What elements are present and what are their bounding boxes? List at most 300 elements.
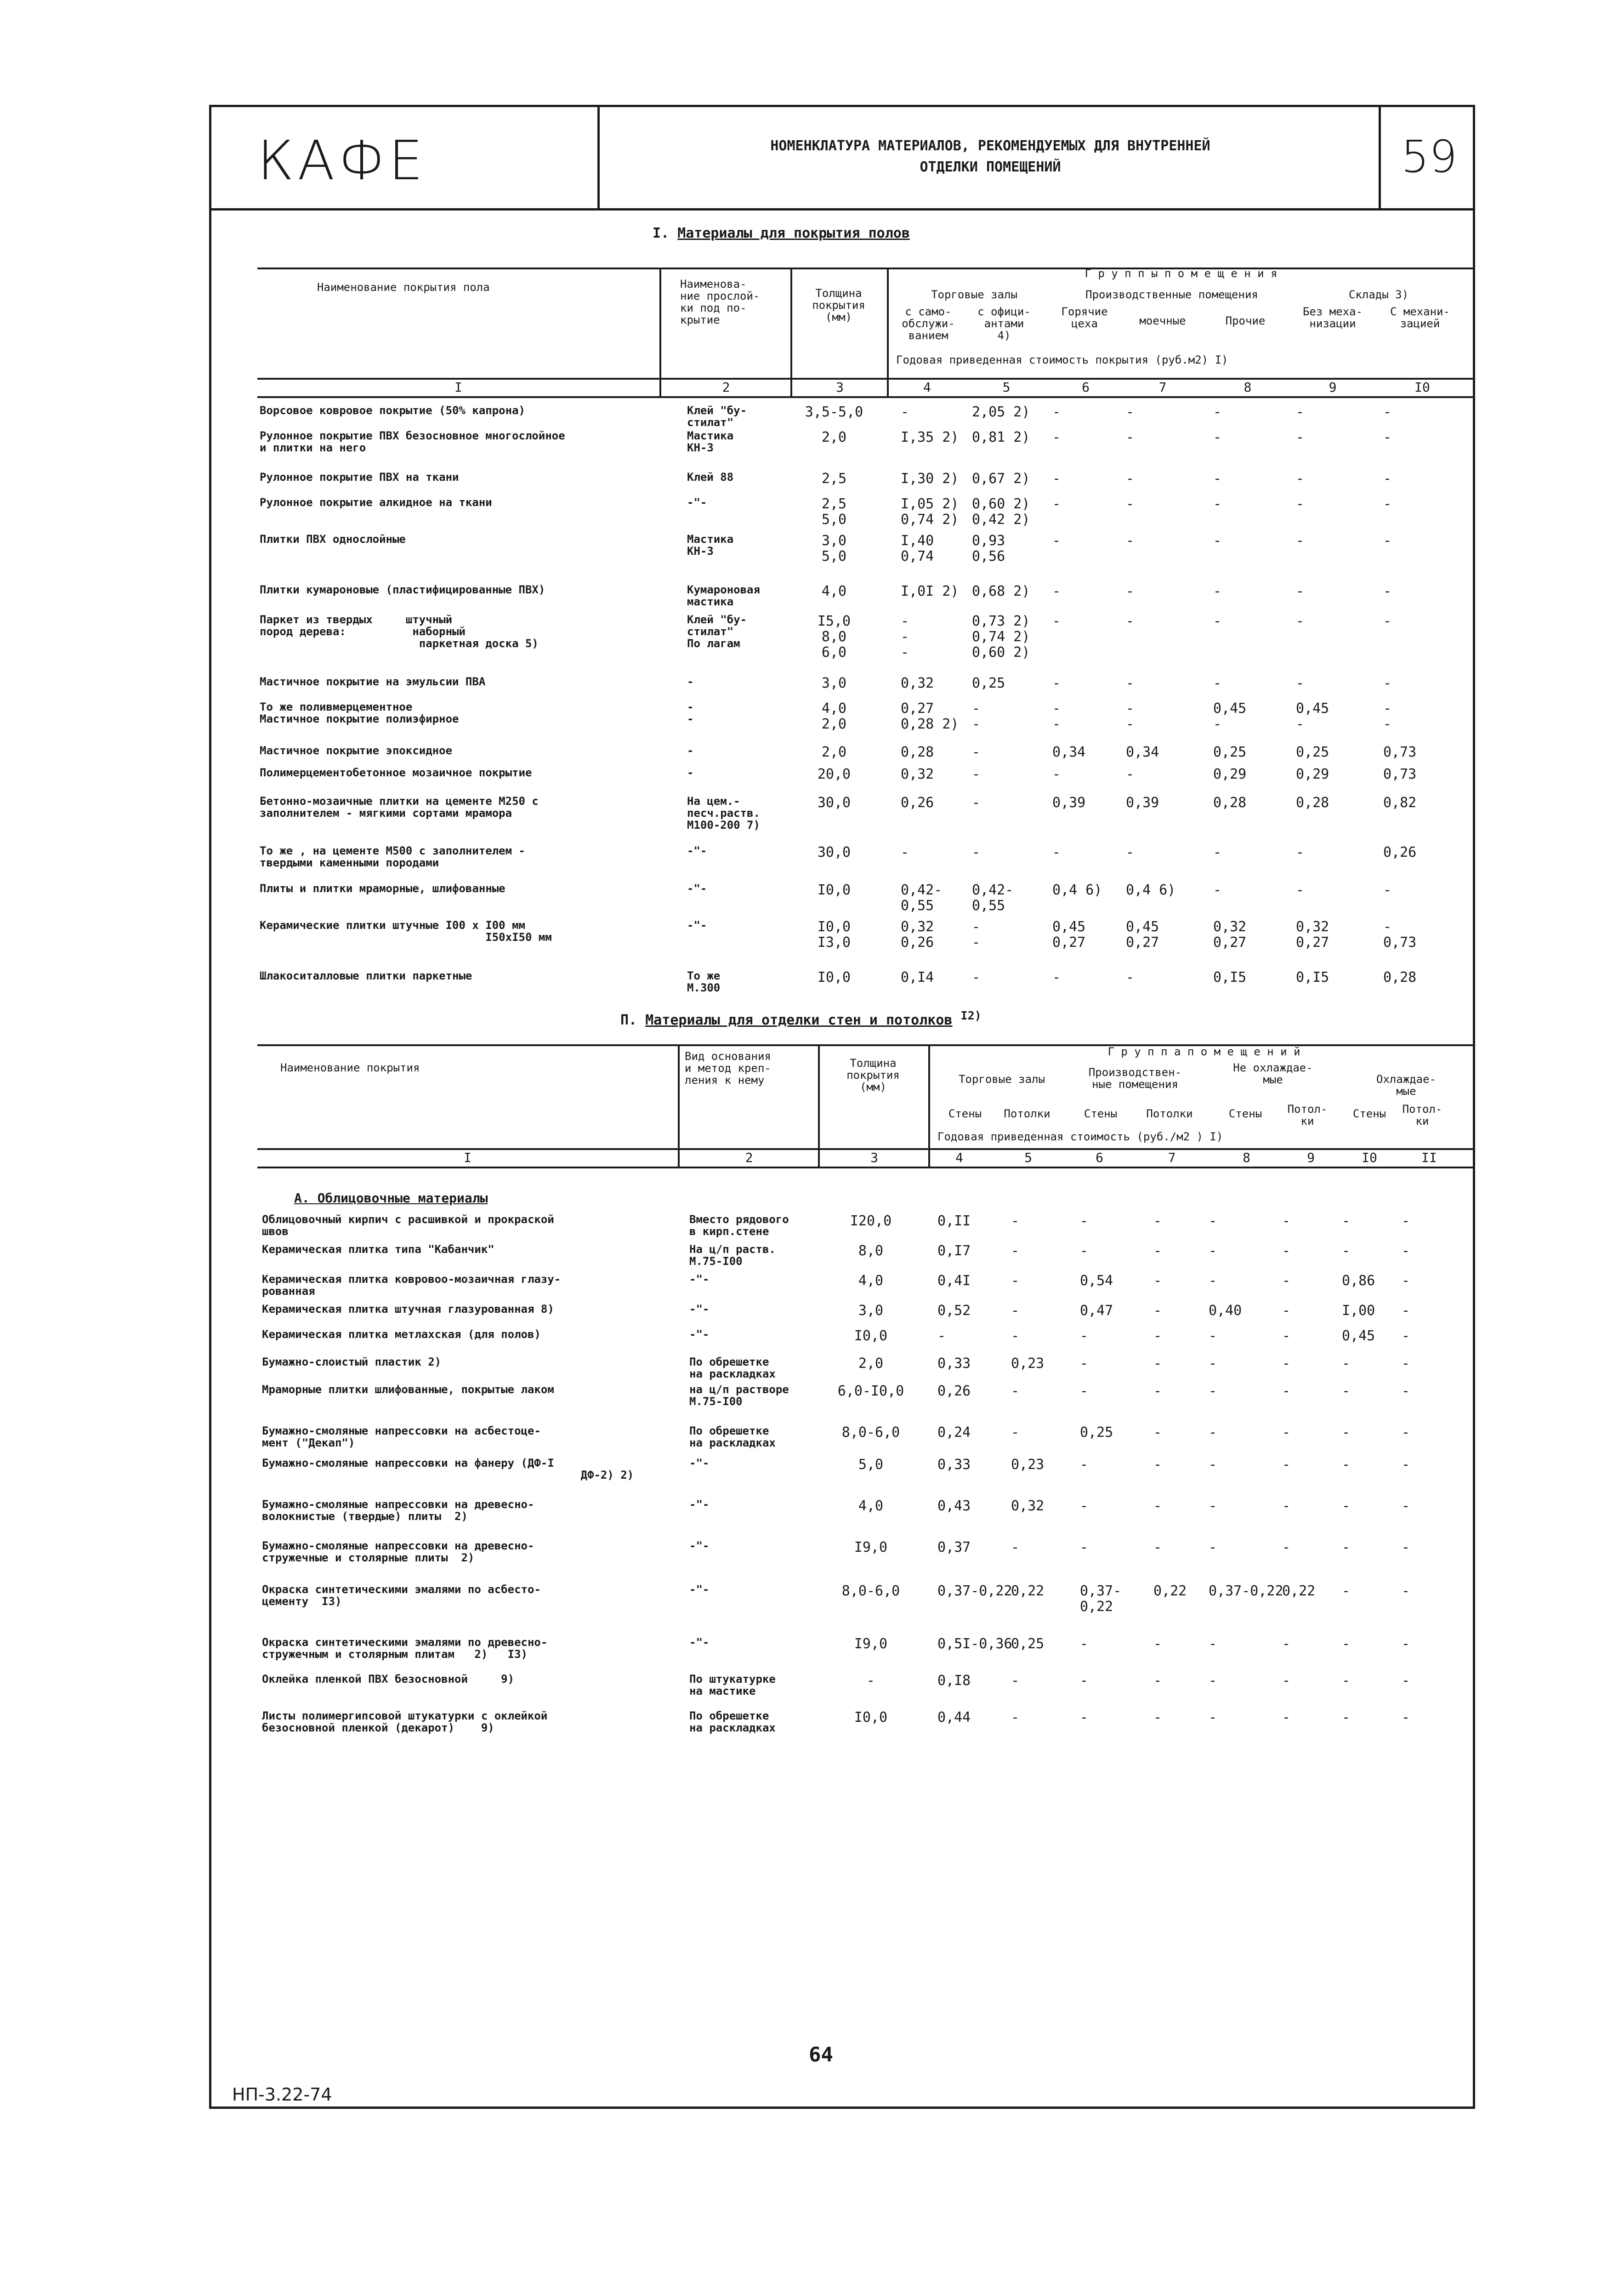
row-value: - bbox=[1209, 1243, 1217, 1259]
row-value: 0,42- 0,55 bbox=[972, 882, 1014, 914]
row-value: - 0,73 bbox=[1383, 919, 1417, 951]
row-value: 0,34 bbox=[1052, 744, 1086, 760]
row-value: - bbox=[1383, 675, 1392, 691]
row-value: - bbox=[1296, 613, 1305, 629]
row-value: 0,52 bbox=[937, 1303, 971, 1319]
section-note: I2) bbox=[960, 1009, 982, 1022]
row-value: 0,II bbox=[937, 1213, 971, 1229]
row-thickness: 8,0-6,0 bbox=[841, 1424, 900, 1441]
row-value: 0,I7 bbox=[937, 1243, 971, 1259]
row-value: 0,45 0,27 bbox=[1126, 919, 1159, 951]
row-value: - bbox=[1282, 1383, 1291, 1399]
row-value: - - - bbox=[901, 613, 909, 661]
row-value: 0,25 bbox=[1080, 1424, 1113, 1441]
row-value: - bbox=[1209, 1355, 1217, 1372]
col-header-ceilings: Потолки bbox=[1146, 1107, 1193, 1120]
row-value: - bbox=[1296, 675, 1305, 691]
column-number: 6 bbox=[1096, 1150, 1103, 1165]
col-header-production: Производственные помещения bbox=[1085, 288, 1258, 301]
row-thickness: 3,0 5,0 bbox=[821, 533, 847, 564]
row-value: 0,81 2) bbox=[972, 429, 1030, 445]
row-value: 0,68 2) bbox=[972, 583, 1030, 599]
row-value: - bbox=[1402, 1328, 1410, 1344]
column-number: 8 bbox=[1244, 380, 1252, 395]
row-value: 0,22 bbox=[1011, 1583, 1045, 1599]
column-number: 4 bbox=[955, 1150, 963, 1165]
col-header-name: Наименование покрытия bbox=[280, 1061, 420, 1074]
row-value: 0,73 bbox=[1383, 766, 1417, 782]
row-value: - bbox=[1296, 404, 1305, 420]
column-number: I bbox=[454, 380, 462, 395]
row-value: - bbox=[1153, 1424, 1162, 1441]
row-value: 0,93 0,56 bbox=[972, 533, 1005, 564]
row-value: I,00 bbox=[1342, 1303, 1375, 1319]
row-interlayer: -"- bbox=[687, 919, 707, 932]
row-value: - bbox=[1383, 533, 1392, 549]
section-name: Материалы для отделки стен и потолков bbox=[645, 1012, 953, 1028]
col-header-walls: Стены bbox=[1228, 1107, 1262, 1120]
row-value: 0,32 0,27 bbox=[1296, 919, 1329, 951]
row-value: 0,45 bbox=[1342, 1328, 1375, 1344]
row-thickness: I0,0 I3,0 bbox=[817, 919, 851, 951]
page-number: 64 bbox=[809, 2043, 833, 2067]
row-interlayer: -"- bbox=[687, 496, 707, 509]
row-value: - bbox=[1126, 766, 1135, 782]
row-name: Ворсовое ковровое покрытие (50% капрона) bbox=[260, 404, 525, 417]
row-value: - bbox=[1383, 496, 1392, 512]
row-thickness: 30,0 bbox=[817, 795, 851, 811]
row-name: Бумажно-смоляные напрессовки на древесно- стружечные и столярные плиты 2) bbox=[262, 1539, 534, 1564]
row-thickness: 8,0 bbox=[858, 1243, 884, 1259]
row-value: - bbox=[1080, 1243, 1089, 1259]
row-value: - bbox=[1209, 1498, 1217, 1514]
row-name: Окраска синтетическими эмалями по асбесто- цементу I3) bbox=[262, 1583, 541, 1608]
col-header-trade-self: с само- обслужи- ванием bbox=[902, 305, 955, 342]
row-value: - bbox=[1282, 1539, 1291, 1555]
row-value: - bbox=[1402, 1355, 1410, 1372]
row-value: 0,33 bbox=[937, 1457, 971, 1473]
col-header-washing: моечные bbox=[1139, 314, 1186, 327]
row-thickness: 2,5 bbox=[821, 471, 847, 487]
row-thickness: 3,0 bbox=[858, 1303, 884, 1319]
row-interlayer: Клей 88 bbox=[687, 471, 734, 484]
row-value: 0,29 bbox=[1213, 766, 1247, 782]
table-rule bbox=[257, 1167, 1475, 1168]
row-value: - bbox=[1342, 1383, 1351, 1399]
row-value: - bbox=[1342, 1243, 1351, 1259]
row-value: - bbox=[1402, 1583, 1410, 1599]
row-value: 0,27 0,28 2) bbox=[901, 700, 959, 732]
row-interlayer: Клей "бу- стилат" bbox=[687, 404, 747, 429]
row-value: 0,29 bbox=[1296, 766, 1329, 782]
row-value: - bbox=[1011, 1673, 1020, 1689]
row-value: - bbox=[1011, 1303, 1020, 1319]
row-thickness: 8,0-6,0 bbox=[841, 1583, 900, 1599]
row-base: -"- bbox=[689, 1539, 710, 1552]
row-thickness: I20,0 bbox=[850, 1213, 892, 1229]
row-value: - bbox=[972, 766, 981, 782]
row-name: Полимерцементобетонное мозаичное покрытие bbox=[260, 766, 532, 779]
row-value: 0,4 6) bbox=[1126, 882, 1176, 898]
title-line: ОТДЕЛКИ ПОМЕЩЕНИЙ bbox=[920, 159, 1061, 175]
row-value: I,0I 2) bbox=[901, 583, 959, 599]
col-header-walls: Стены bbox=[948, 1107, 982, 1120]
col-header-groups: Г р у п п а п о м е щ е н и й bbox=[1107, 1045, 1300, 1058]
row-value: - bbox=[1153, 1457, 1162, 1473]
row-value: - bbox=[1080, 1539, 1089, 1555]
row-value: 0,47 bbox=[1080, 1303, 1113, 1319]
row-value: 0,32 bbox=[1011, 1498, 1045, 1514]
row-value: 0,45 - bbox=[1296, 700, 1329, 732]
row-thickness: I5,0 8,0 6,0 bbox=[817, 613, 851, 661]
row-value: - bbox=[1296, 496, 1305, 512]
row-value: - bbox=[1213, 404, 1222, 420]
row-value: - bbox=[1213, 429, 1222, 445]
row-value: - bbox=[1126, 613, 1135, 629]
col-header-cost: Годовая приведенная стоимость (руб./м2 ) I) bbox=[937, 1130, 1223, 1143]
table-col-rule bbox=[818, 1044, 820, 1167]
row-value: - bbox=[1126, 844, 1135, 860]
row-value: 0,23 bbox=[1011, 1457, 1045, 1473]
row-value: - bbox=[1383, 882, 1392, 898]
row-value: - bbox=[1282, 1673, 1291, 1689]
row-thickness: 20,0 bbox=[817, 766, 851, 782]
row-value: - bbox=[1342, 1539, 1351, 1555]
row-thickness: 4,0 bbox=[821, 583, 847, 599]
row-name: Бетонно-мозаичные плитки на цементе М250 с заполнителем - мягкими сортами мрамора bbox=[260, 795, 539, 820]
col-header-trade: Торговые залы bbox=[959, 1073, 1045, 1086]
row-value: - bbox=[1402, 1243, 1410, 1259]
row-value: - bbox=[901, 404, 909, 420]
row-name: Бумажно-слоистый пластик 2) bbox=[262, 1355, 442, 1368]
row-value: 0,42- 0,55 bbox=[901, 882, 943, 914]
row-value: 0,32 0,26 bbox=[901, 919, 934, 951]
row-name: Керамическая плитка типа "Кабанчик" bbox=[262, 1243, 494, 1256]
row-value: - bbox=[1052, 844, 1061, 860]
row-value: 0,32 bbox=[901, 675, 934, 691]
row-value: - bbox=[1052, 613, 1061, 629]
col-header-storage: Склады 3) bbox=[1348, 288, 1409, 301]
row-value: 0,25 bbox=[972, 675, 1005, 691]
row-value: - bbox=[1209, 1673, 1217, 1689]
col-header-other: Прочие bbox=[1225, 314, 1266, 327]
row-value: - bbox=[1342, 1457, 1351, 1473]
row-value: 0,I5 bbox=[1213, 969, 1247, 985]
col-header-walls: Стены bbox=[1084, 1107, 1118, 1120]
row-value: - bbox=[1296, 429, 1305, 445]
col-header-ceilings: Потол- ки bbox=[1287, 1103, 1328, 1127]
col-header-interlayer: Наименова- ние прослой- ки под по- крытие bbox=[680, 278, 760, 326]
column-number: 2 bbox=[722, 380, 730, 395]
row-value: - bbox=[1209, 1636, 1217, 1652]
row-value: - bbox=[1209, 1424, 1217, 1441]
row-interlayer: На цем.- песч.раств. М100-200 7) bbox=[687, 795, 760, 831]
column-number: 3 bbox=[836, 380, 844, 395]
row-base: На ц/п раств. М.75-I00 bbox=[689, 1243, 776, 1268]
row-value: - bbox=[1080, 1213, 1089, 1229]
column-number: 7 bbox=[1168, 1150, 1176, 1165]
column-number: 7 bbox=[1158, 380, 1167, 395]
table-col-rule bbox=[790, 268, 792, 396]
logo-text: КАФЕ bbox=[257, 129, 427, 192]
row-value: - bbox=[1402, 1457, 1410, 1473]
row-value: 0,32 0,27 bbox=[1213, 919, 1247, 951]
column-number: 8 bbox=[1243, 1150, 1250, 1165]
section-title bbox=[620, 1009, 982, 1028]
col-header-walls: Стены bbox=[1352, 1107, 1386, 1120]
row-interlayer: - bbox=[687, 675, 694, 688]
row-value: 0,28 bbox=[901, 744, 934, 760]
row-name: Рулонное покрытие ПВХ безосновное многослойное и плитки на него bbox=[260, 429, 565, 454]
column-number: I0 bbox=[1414, 380, 1430, 395]
row-value: - - bbox=[972, 919, 981, 951]
row-value: 0,44 bbox=[937, 1709, 971, 1725]
row-name: Керамическая плитка метлахская (для полов) bbox=[262, 1328, 541, 1341]
col-header-cost: Годовая приведенная стоимость покрытия (руб.м2) I) bbox=[896, 353, 1228, 366]
row-thickness: 2,0 bbox=[821, 429, 847, 445]
row-value: - bbox=[1282, 1355, 1291, 1372]
row-value: 0,23 bbox=[1011, 1355, 1045, 1372]
row-value: - bbox=[1052, 969, 1061, 985]
row-base: на ц/п растворе М.75-I00 bbox=[689, 1383, 789, 1408]
row-value: 0,43 bbox=[937, 1498, 971, 1514]
row-value: - bbox=[1153, 1539, 1162, 1555]
row-value: - bbox=[1080, 1636, 1089, 1652]
column-number: I0 bbox=[1362, 1150, 1377, 1165]
row-interlayer: - bbox=[687, 766, 694, 779]
row-value: - bbox=[1011, 1539, 1020, 1555]
row-value: - bbox=[972, 795, 981, 811]
row-value: - - bbox=[1383, 700, 1392, 732]
row-base: -"- bbox=[689, 1636, 710, 1649]
row-value: - bbox=[1011, 1243, 1020, 1259]
row-value: 0,37 bbox=[937, 1539, 971, 1555]
row-value: - bbox=[1209, 1328, 1217, 1344]
row-value: - bbox=[1153, 1243, 1162, 1259]
row-value: - bbox=[1153, 1328, 1162, 1344]
row-value: - bbox=[1342, 1355, 1351, 1372]
row-value: - bbox=[1402, 1673, 1410, 1689]
row-interlayer: -"- bbox=[687, 882, 707, 895]
row-value: - bbox=[1052, 471, 1061, 487]
row-value: - bbox=[1402, 1273, 1410, 1289]
row-thickness: I0,0 bbox=[854, 1709, 888, 1725]
section-title bbox=[653, 225, 910, 241]
row-value: - bbox=[1383, 471, 1392, 487]
col-header-no-mech: Без меха- низации bbox=[1302, 305, 1363, 330]
row-value: - bbox=[1342, 1424, 1351, 1441]
section-number: П. bbox=[620, 1012, 637, 1028]
row-value: - bbox=[1213, 583, 1222, 599]
table-col-rule bbox=[659, 268, 661, 396]
column-number: II bbox=[1421, 1150, 1437, 1165]
row-value: 0,37-0,22 bbox=[1209, 1583, 1283, 1599]
row-value: 2,05 2) bbox=[972, 404, 1030, 420]
row-value: 0,22 bbox=[1153, 1583, 1187, 1599]
row-name: Бумажно-смоляные напрессовки на древесно- волокнистые (твердые) плиты 2) bbox=[262, 1498, 534, 1523]
row-thickness: 4,0 bbox=[858, 1498, 884, 1514]
row-value: - bbox=[1052, 496, 1061, 512]
row-value: - bbox=[1126, 471, 1135, 487]
column-number: 9 bbox=[1329, 380, 1337, 395]
row-thickness: I0,0 bbox=[854, 1328, 888, 1344]
row-base: -"- bbox=[689, 1328, 710, 1341]
row-value: - bbox=[1052, 404, 1061, 420]
row-value: - bbox=[972, 744, 981, 760]
row-interlayer: -"- bbox=[687, 844, 707, 857]
row-thickness: I0,0 bbox=[817, 969, 851, 985]
row-value: - bbox=[1153, 1383, 1162, 1399]
row-value: 0,32 bbox=[901, 766, 934, 782]
section-number: I. bbox=[653, 225, 670, 241]
row-value: - bbox=[1126, 969, 1135, 985]
row-name: Рулонное покрытие ПВХ на ткани bbox=[260, 471, 459, 484]
col-header-hot: Горячие цеха bbox=[1061, 305, 1108, 330]
column-number: 3 bbox=[870, 1150, 878, 1165]
row-interlayer: - bbox=[687, 744, 694, 757]
row-value: - bbox=[1011, 1273, 1020, 1289]
row-value: - bbox=[1282, 1636, 1291, 1652]
row-thickness: I0,0 bbox=[817, 882, 851, 898]
row-value: 0,45 - bbox=[1213, 700, 1247, 732]
column-number: 5 bbox=[1002, 380, 1011, 395]
sheet-number: 59 bbox=[1401, 131, 1458, 182]
row-name: Шлакоситалловые плитки паркетные bbox=[260, 969, 472, 982]
row-value: - bbox=[1126, 675, 1135, 691]
row-name: Мраморные плитки шлифованные, покрытые лаком bbox=[262, 1383, 554, 1396]
column-number: I bbox=[464, 1150, 471, 1165]
row-value: 0,26 bbox=[901, 795, 934, 811]
row-value: - bbox=[1209, 1383, 1217, 1399]
row-value: - bbox=[1126, 496, 1135, 512]
row-value: - bbox=[1296, 471, 1305, 487]
row-thickness: 4,0 bbox=[858, 1273, 884, 1289]
row-value: 0,4I bbox=[937, 1273, 971, 1289]
row-value: - bbox=[1213, 471, 1222, 487]
row-value: - bbox=[937, 1328, 946, 1344]
row-value: 0,28 bbox=[1213, 795, 1247, 811]
header-divider bbox=[1379, 105, 1381, 211]
row-value: 0,45 0,27 bbox=[1052, 919, 1086, 951]
row-value: - bbox=[1153, 1273, 1162, 1289]
row-value: - bbox=[1282, 1457, 1291, 1473]
row-thickness: 3,0 bbox=[821, 675, 847, 691]
row-value: - - bbox=[1126, 700, 1135, 732]
col-header-thickness: Толщина покрытия (мм) bbox=[846, 1057, 900, 1093]
row-value: 0,86 bbox=[1342, 1273, 1375, 1289]
row-value: - bbox=[1153, 1498, 1162, 1514]
row-value: 0,40 bbox=[1209, 1303, 1242, 1319]
row-value: - bbox=[1153, 1213, 1162, 1229]
row-value: I,35 2) bbox=[901, 429, 959, 445]
row-value: - bbox=[972, 844, 981, 860]
row-value: - bbox=[1153, 1673, 1162, 1689]
row-value: - bbox=[1153, 1303, 1162, 1319]
section-name: Материалы для покрытия полов bbox=[677, 225, 910, 241]
row-value: 0,5I-0,36 bbox=[937, 1636, 1012, 1652]
row-value: - bbox=[1282, 1243, 1291, 1259]
col-header-production: Производствен- ные помещения bbox=[1088, 1066, 1182, 1091]
row-value: - bbox=[1052, 583, 1061, 599]
row-value: - bbox=[1282, 1213, 1291, 1229]
row-value: - bbox=[1383, 583, 1392, 599]
column-number: 2 bbox=[745, 1150, 753, 1165]
row-value: - - bbox=[1052, 700, 1061, 732]
row-value: 0,25 bbox=[1011, 1636, 1045, 1652]
row-value: I,05 2) 0,74 2) bbox=[901, 496, 959, 528]
row-value: 0,I5 bbox=[1296, 969, 1329, 985]
row-value: - bbox=[1080, 1709, 1089, 1725]
row-value: - bbox=[1213, 496, 1222, 512]
row-value: - bbox=[1011, 1424, 1020, 1441]
row-value: - bbox=[972, 969, 981, 985]
row-value: - bbox=[1126, 533, 1135, 549]
row-value: 0,28 bbox=[1296, 795, 1329, 811]
row-value: 0,26 bbox=[937, 1383, 971, 1399]
row-value: - bbox=[1342, 1498, 1351, 1514]
row-name: То же , на цементе М500 с заполнителем - твердыми каменными породами bbox=[260, 844, 525, 869]
row-name: То же поливмерцементное Мастичное покрытие полиэфирное bbox=[260, 700, 459, 725]
row-value: - bbox=[1126, 404, 1135, 420]
row-name: Облицовочный кирпич с расшивкой и прокраской швов bbox=[262, 1213, 554, 1238]
row-value: 0,22 bbox=[1282, 1583, 1316, 1599]
row-value: - bbox=[901, 844, 909, 860]
row-value: - bbox=[1153, 1636, 1162, 1652]
row-value: - bbox=[1153, 1355, 1162, 1372]
row-value: - bbox=[1209, 1709, 1217, 1725]
row-name: Мастичное покрытие эпоксидное bbox=[260, 744, 453, 757]
row-interlayer: То же М.300 bbox=[687, 969, 721, 994]
row-thickness: 5,0 bbox=[858, 1457, 884, 1473]
header-divider bbox=[597, 105, 600, 211]
row-value: 0,25 bbox=[1213, 744, 1247, 760]
row-value: 0,33 bbox=[937, 1355, 971, 1372]
title-line: НОМЕНКЛАТУРА МАТЕРИАЛОВ, РЕКОМЕНДУЕМЫХ ДЛЯ ВНУТРЕННЕЙ bbox=[770, 138, 1210, 154]
row-value: - bbox=[1153, 1709, 1162, 1725]
row-thickness: 4,0 2,0 bbox=[821, 700, 847, 732]
row-name: Рулонное покрытие алкидное на ткани bbox=[260, 496, 492, 509]
row-value: - bbox=[1402, 1709, 1410, 1725]
row-value: - bbox=[1402, 1498, 1410, 1514]
row-name: Листы полимергипсовой штукатурки с оклейкой безосновной пленкой (декарот) 9) bbox=[262, 1709, 548, 1734]
document-code: НП-3.22-74 bbox=[232, 2084, 332, 2105]
row-value: - bbox=[1080, 1355, 1089, 1372]
row-value: - bbox=[1402, 1213, 1410, 1229]
column-number: 5 bbox=[1024, 1150, 1032, 1165]
row-value: - bbox=[1052, 675, 1061, 691]
row-value: 0,37- 0,22 bbox=[1080, 1583, 1122, 1615]
row-value: - bbox=[1296, 533, 1305, 549]
row-value: - bbox=[1282, 1328, 1291, 1344]
row-value: 0,39 bbox=[1126, 795, 1159, 811]
row-value: - bbox=[1282, 1709, 1291, 1725]
row-name: Керамические плитки штучные I00 х I00 мм I50хI50 мм bbox=[260, 919, 552, 944]
row-value: - bbox=[1342, 1709, 1351, 1725]
row-value: - bbox=[1011, 1709, 1020, 1725]
row-value: - bbox=[1383, 404, 1392, 420]
column-number: 6 bbox=[1082, 380, 1090, 395]
row-name: Бумажно-смоляные напрессовки на асбестоце- мент ("Декап") bbox=[262, 1424, 541, 1449]
row-value: 0,I4 bbox=[901, 969, 934, 985]
row-name: Керамическая плитка штучная глазурованная 8) bbox=[262, 1303, 554, 1315]
row-value: - bbox=[1213, 533, 1222, 549]
row-base: -"- bbox=[689, 1583, 710, 1596]
row-value: - bbox=[1126, 583, 1135, 599]
table-rule bbox=[257, 396, 1475, 398]
row-value: 0,73 bbox=[1383, 744, 1417, 760]
column-number: 4 bbox=[923, 380, 931, 395]
row-value: - bbox=[1080, 1383, 1089, 1399]
